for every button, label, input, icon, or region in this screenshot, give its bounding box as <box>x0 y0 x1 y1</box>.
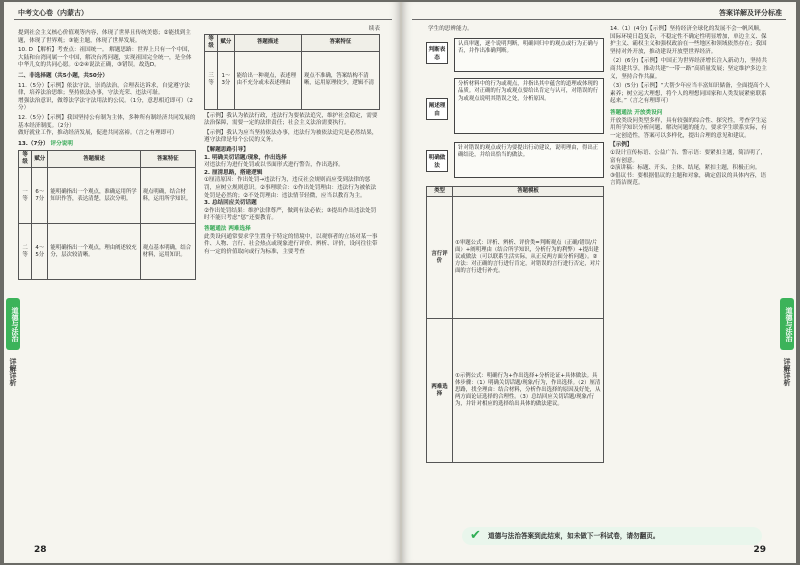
left-page <box>4 2 402 563</box>
checkmark-icon: ✔ <box>470 528 481 543</box>
open-book <box>4 2 796 563</box>
guide-step-3: 3. 总结回应关切话题 <box>204 200 257 207</box>
method-tag: 答题通法 开放类设问 <box>610 109 663 116</box>
left-header-rule <box>14 19 392 20</box>
list-item: ②演讲稿：标题、开头、主体、结尾，紧扣主题，积极正向。 <box>610 165 761 172</box>
flow-box-action: 针对错误的观点或行为要提出行动建议，说明理由，得出正确结论，并给出恰当的做法。 <box>454 142 604 178</box>
sample-answer-2: 【示例】我认为应当坚持依法办事，违法行为被依法追究是必然结果，遵守法律是每个公民的义务。 <box>204 129 378 144</box>
list-item: ①设计宣传标语、公益广告、警示语：要紧扣主题，简洁明了，富有创意。 <box>610 149 767 164</box>
flow-label-reason: 阐述理由 <box>426 98 448 120</box>
left-header: 中考文心卷（内蒙古） <box>18 9 88 17</box>
subject-tab: 道德与法治 <box>6 298 20 350</box>
table-header: 答案特征 <box>140 151 195 168</box>
end-banner <box>462 527 762 545</box>
table-header: 答题描述 <box>48 151 140 168</box>
side-label: 详解详析 <box>9 358 17 386</box>
section-title: 二、非选择题（共5小题，共50分） <box>18 72 108 79</box>
end-banner-text: 道德与法治答案到此结束，如未做下一科试卷，请勿翻页。 <box>488 532 660 540</box>
scoring-table <box>18 150 196 280</box>
question-12-body: 做好就业工作，推动经济发展，促进共同富裕。（言之有理即可） <box>18 130 178 137</box>
guide-step-1: 1. 明确关切话题/现象，作出选择 <box>204 154 287 161</box>
side-label: 详解详析 <box>783 358 791 386</box>
method-tag: 答题通法 两难选择 <box>204 225 251 232</box>
question-11: 11.（5分）【示例】依法守法，崇尚法治，合理表达诉求，自觉遵守法律，培养法治思维；坚持依法办事，守法光荣、违法可耻。 <box>18 82 190 97</box>
flow-box-judge: 认真审题，逐个说明判断，明确回归中的观点或行为正确与否，并作出准确判断。 <box>454 38 604 72</box>
right-column-2 <box>610 26 770 188</box>
guide-title: 【解题思路引导】 <box>204 146 249 153</box>
flow-label-action: 明确做法 <box>426 150 448 172</box>
method-body: 开放类设问类型多样，具有较强的综合性、探究性，考查学生运用所学知识分析问题、解决问题的能力，要求学生联系实际，有一定创造性，答案可以多样化，提出合理的意见和建议。 <box>610 117 767 139</box>
question-12: 12.（5分）【示例】我国坚持公有制为主体，多种所有制经济共同发展的基本经济制度。（2分） <box>18 114 196 129</box>
question-10: 10. D 【解析】考查点：祖国统一。 解题思路：世界上只有一个中国，大陆和台湾同属一个中国，解决台湾问题，实现祖国完全统一，是全体中华儿女的共同心愿。①②④说法正确，③错误。故选D。 <box>18 47 194 69</box>
table-row: 言行评价 ①审题公式：评析、辨析、评价类=判断观点（正确/错误/片面）+阐明理由（结合所学知识，分析行为的利弊）+提出建议或做法（可以联系生活实际，从正反两方面分析问题）。②方法：对正确的言行进行肯定，对错误的言行进行否定，对片面的言行进行补充。 <box>427 197 604 319</box>
flow-label-judge: 判断表态 <box>426 42 448 64</box>
sample-title: 【示例】 <box>610 142 633 149</box>
subject-tab: 道德与法治 <box>780 298 794 350</box>
template-table: 类型 答题模板 言行评价 ①审题公式：评析、辨析、评价类=判断观点（正确/错误/片面）+阐明理由（结合所学知识，分析行为的利弊）+提出建议或做法（可以联系生活实际，从正反两方面分析问题）。②方法：对正确的言行进行肯定，对错误的言行进行否定，对片面的言行进行补充。 两难选择 ①示例公式：明确行为+作出选择+分析论证+具体做法。具体步骤：（1）明确关切话题/现象/行为，作出选择。（2）厘清思路，找全理由：结合材料，分析作出选择的原因及好处，从两方面论证选择的合理性。（3）总结回应关切话题/现象/行为，并针对相应的选择给出具体的做法建议。 <box>426 186 604 463</box>
table-row: 二等 4～5分 能明确指出一个观点，理由阐述较充分，层次较清晰。 观点基本明确，结合材料，运用知识。 <box>19 224 196 280</box>
list-item: ③倡议书：要根据倡议的主题和对象，确定倡议的具体内容，语言简洁规范。 <box>610 172 767 187</box>
table-row: 三等 1～3分 能给出一种观点，表述理由不充分或未表述理由 观点不准确，答案结构不清晰，运用原理较少，逻辑不清 <box>205 51 380 109</box>
right-page <box>402 2 796 563</box>
right-header: 答案详解及评分标准 <box>719 9 782 17</box>
question-14-1: 14.（1）(4分)【示例】坚持经济全球化的发展不会一帆风顺，国际环境日趋复杂，不稳定性不确定性明显增加，单边主义、保护主义、霸权主义和强权政治在一些地区和领域依然存在；我国坚持对外开放，推动建设开放型世界经济。 <box>610 26 767 55</box>
scoring-table-continued: 等级 赋分 答题描述 答案特征 三等 1～3分 能给出一种观点，表述理由不充分或未表述理由 观点不准确，答案结构不清晰，运用原理较少，逻辑不清 <box>204 34 380 110</box>
question-11-body: 增强法治意识，做尊法学法守法用法的公民。（1分，意思相近即可）（2分） <box>18 97 193 112</box>
continued-label: 续表 <box>368 26 380 32</box>
question-13: 13.（7分） <box>18 140 49 147</box>
method-body: 此类设问通常要求学生置身于特定的情境中，以观察者的立场对某一事件、人物、言行、社会热点或现象进行评价、辨析、评价，设问往往带有一定的价值取向或行为标准，主要考查 <box>204 233 378 255</box>
guide-step-2: 2. 厘清思路，搭建逻辑 <box>204 169 263 176</box>
table-header: 等级 <box>19 151 32 168</box>
right-header-rule <box>412 19 786 20</box>
question-14-2: （2）(6分)【示例】中国正为世界经济增长注入新动力，坚持共商共建共享，推动共建“一带一路”高质量发展；坚定维护多边主义，坚持合作共赢。 <box>610 58 767 80</box>
scoring-note-tag: 评分说明 <box>50 140 73 147</box>
left-column-2: 续表 等级 赋分 答题描述 答案特征 三等 1～3分 能给出一种观点，表述理由不充分或未表述理由 观点不准确，答案结构不清晰，运用原理较少，逻辑不清 【示例】我认为依法行政，违法行为要依法追究，维护社会稳定，需要法治保障，需要一定的法律责任；社会主义法治需要执行。 【示例】我认为应当坚持依法办事，违法行为被依法追究是必然结果，遵守法律是每个公民的义务。 【解题思路引导】 1. 明确关切话题/现象，作出选择 对违法行为进行处罚或以书面形式进行警告，作出选择。 2. 厘清思路，搭建逻辑 ①厘清原因：作出处罚→违法行为，违反社会规则而应受到法律的惩罚，应树立规则意识。②事理联合：①作出处罚理由：违法行为被依法处罚是必然的；②不处罚理由：违法情节轻微，应当以教育为主。 3. 总结回应关切话题 ②作出处罚结果：维护法律尊严，做到有法必依；③提出作出违法处罚时不能只考虑“惩”还要教育。 答题通法 两难选择 此类设问通常要求学生置身于特定的情境中，以观察者的立场对某一事件、人物、言行、社会热点或现象进行评价、辨析、评价，设问往往带有一定的价值取向或行为标准，主要考查 <box>204 26 380 255</box>
right-column-1: 学生的思辨能力。 <box>428 26 473 32</box>
sample-answer-1: 【示例】我认为依法行政，违法行为要依法追究，维护社会稳定，需要法治保障，需要一定的法律责任；社会主义法治需要执行。 <box>204 112 378 127</box>
paragraph: 提到社会主义核心价值观等内容，体现了世界且传统美德；②能找到主题，体现了世界观；③能主题，体现了世界发展。 <box>18 30 191 44</box>
question-14-3: （3）(5分)【示例】“大帮少年应当丰富知识储备，全面提高个人素养；树立远大理想，将个人的理想同国家和人类发展紧密联系起来。”（言之有理即可） <box>610 83 770 105</box>
table-row: 一等 6～7分 能明确指出一个观点，准确运用所学知识作答，表达清楚，层次分明。 观点明确，结合材料，运用所学知识。 <box>19 168 196 224</box>
table-row: 两难选择 ①示例公式：明确行为+作出选择+分析论证+具体做法。具体步骤：（1）明确关切话题/现象/行为，作出选择。（2）厘清思路，找全理由：结合材料，分析作出选择的原因及好处，从两方面论证选择的合理性。（3）总结回应关切话题/现象/行为，并针对相应的选择给出具体的做法建议。 <box>427 319 604 463</box>
page-number: 29 <box>753 545 766 555</box>
table-header: 赋分 <box>32 151 48 168</box>
flow-box-reason: 分析材料中的行为或观点，并指出其中蕴含的道理或体现的品质。对正确的行为或观点要给出肯定与认可，对错误的行为或观点说明其错误之处，分析原因。 <box>454 78 604 134</box>
left-column-1 <box>18 30 196 280</box>
page-number: 28 <box>34 545 47 555</box>
